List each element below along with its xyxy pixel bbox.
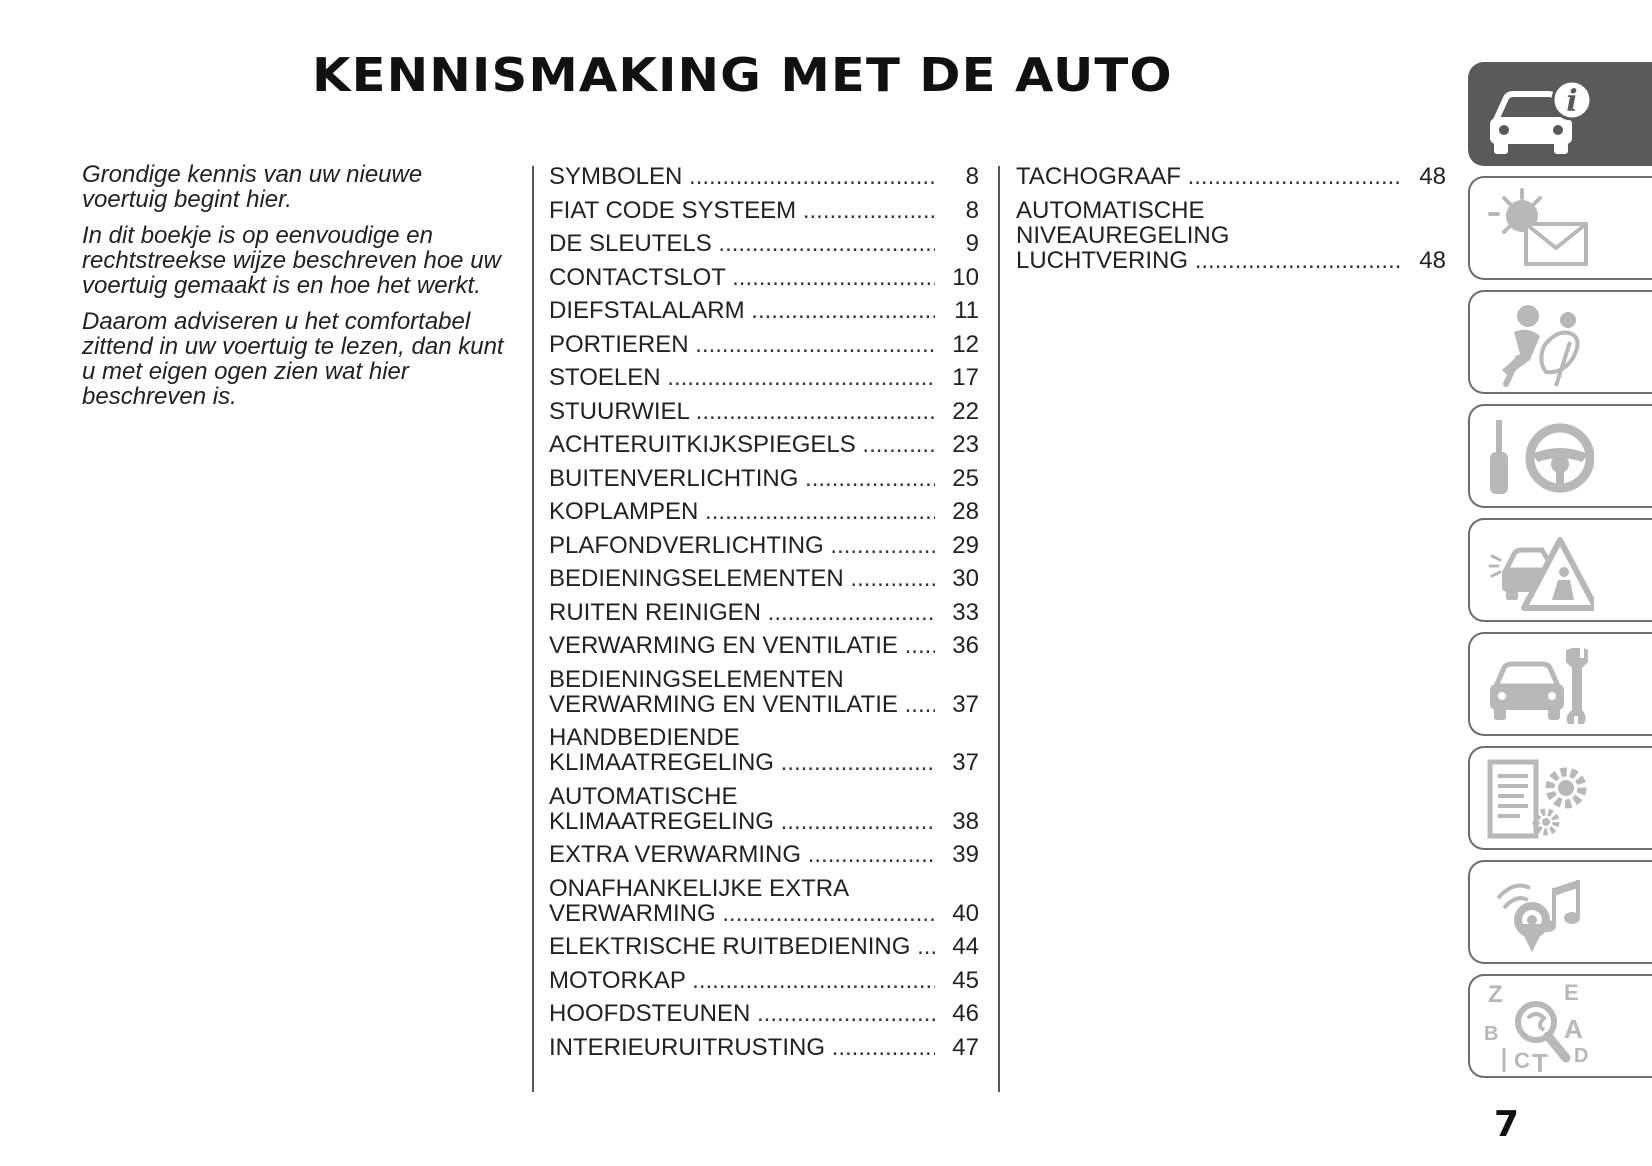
svg-text:T: T xyxy=(1532,1048,1548,1072)
toc-entry-page: 37 xyxy=(952,749,979,776)
toc-entry[interactable] xyxy=(1016,164,1446,189)
page-number: 7 xyxy=(1494,1104,1520,1145)
toc-entry-page: 39 xyxy=(952,841,979,868)
page-title: KENNISMAKING MET DE AUTO xyxy=(312,48,1173,102)
toc-entry[interactable] xyxy=(549,533,979,558)
table-of-contents-column-1 xyxy=(549,164,979,1068)
toc-entry-label-line: HANDBEDIENDE xyxy=(549,725,740,751)
toc-entry[interactable] xyxy=(549,600,979,625)
toc-entry-label: VERWARMING EN VENTILATIE ..... xyxy=(549,692,935,717)
toc-entry[interactable] xyxy=(549,265,979,290)
toc-entry-label: EXTRA VERWARMING ..... xyxy=(549,842,935,867)
toc-entry-page: 30 xyxy=(952,565,979,592)
toc-entry-page: 46 xyxy=(952,1000,979,1027)
svg-text:A: A xyxy=(1564,1014,1583,1044)
data-list-gears-icon xyxy=(1484,754,1594,844)
chapter-tab-emergency[interactable] xyxy=(1468,518,1652,622)
toc-entry-page: 8 xyxy=(965,163,979,190)
toc-entry-page: 9 xyxy=(965,230,979,257)
alphabetical-index-search-icon xyxy=(1484,982,1594,1072)
toc-entry-label-line: AUTOMATISCHE NIVEAUREGELING xyxy=(1016,197,1230,249)
toc-entry-page: 10 xyxy=(952,263,979,291)
toc-entry-page: 48 xyxy=(1419,246,1446,274)
toc-entry-page: 17 xyxy=(952,364,979,391)
toc-entry-label-line: BEDIENINGSELEMENTEN xyxy=(549,666,844,693)
toc-entry-label: BEDIENINGSELEMENTEN ..... xyxy=(549,566,935,591)
toc-entry-page: 23 xyxy=(952,431,979,458)
toc-entry-label: PLAFONDVERLICHTING ..... xyxy=(549,533,935,558)
chapter-tab-starting-driving[interactable] xyxy=(1468,404,1652,508)
chapter-tabs xyxy=(1468,0,1652,1166)
car-wrench-icon xyxy=(1484,640,1594,730)
toc-entry-page: 36 xyxy=(952,632,979,659)
toc-entry[interactable] xyxy=(549,566,979,591)
toc-entry-label: ELEKTRISCHE RUITBEDIENING ..... xyxy=(549,934,935,959)
toc-entry-page: 25 xyxy=(952,464,979,492)
intro-paragraph: In dit boekje is op eenvoudige en rechtstreekse wijze beschreven hoe uw voertuig gemaakt is en hoe het werkt. xyxy=(82,222,501,299)
toc-entry[interactable] xyxy=(549,876,979,926)
chapter-tab-maintenance[interactable] xyxy=(1468,632,1652,736)
chapter-tab-index[interactable] xyxy=(1468,974,1652,1078)
toc-entry-label: PORTIEREN ..... xyxy=(549,332,935,357)
toc-entry[interactable] xyxy=(549,164,979,189)
toc-entry[interactable] xyxy=(549,667,979,717)
table-of-contents-column-2 xyxy=(1016,164,1446,281)
toc-entry-label: FIAT CODE SYSTEEM ..... xyxy=(549,198,935,223)
car-warning-triangle-icon xyxy=(1484,526,1594,616)
toc-entry-label: INTERIEURUITRUSTING ..... xyxy=(549,1035,935,1060)
toc-entry-page: 47 xyxy=(952,1033,979,1061)
toc-entry-page: 29 xyxy=(952,531,979,559)
toc-entry-label: ACHTERUITKIJKSPIEGELS ..... xyxy=(549,432,935,457)
toc-entry[interactable] xyxy=(549,298,979,323)
svg-text:C: C xyxy=(1514,1048,1530,1072)
toc-entry[interactable] xyxy=(549,1001,979,1026)
toc-entry-label: RUITEN REINIGEN ..... xyxy=(549,600,935,625)
key-steering-wheel-icon xyxy=(1484,412,1594,502)
chapter-tab-technical-data[interactable] xyxy=(1468,746,1652,850)
toc-entry-page: 38 xyxy=(952,807,979,835)
toc-entry[interactable] xyxy=(549,842,979,867)
toc-entry[interactable] xyxy=(549,466,979,491)
toc-entry[interactable] xyxy=(549,784,979,834)
toc-entry-label: CONTACTSLOT ..... xyxy=(549,265,935,290)
toc-entry[interactable] xyxy=(549,399,979,424)
chapter-tab-safety[interactable] xyxy=(1468,290,1652,394)
svg-text:B: B xyxy=(1484,1023,1499,1045)
toc-entry-page: 40 xyxy=(952,899,979,927)
toc-entry[interactable] xyxy=(549,968,979,993)
car-info-icon xyxy=(1484,70,1594,160)
toc-entry-label: STOELEN ..... xyxy=(549,365,935,390)
toc-entry-label: HOOFDSTEUNEN ..... xyxy=(549,1001,935,1026)
toc-entry-label: BUITENVERLICHTING ..... xyxy=(549,466,935,491)
chapter-tab-multimedia[interactable] xyxy=(1468,860,1652,964)
toc-entry-page: 12 xyxy=(952,330,979,358)
toc-entry-label: SYMBOLEN ..... xyxy=(549,164,935,189)
toc-entry-page: 8 xyxy=(965,196,979,224)
toc-entry-page: 11 xyxy=(954,297,979,324)
toc-entry-label: VERWARMING ..... xyxy=(549,901,935,926)
svg-text:i: i xyxy=(1566,84,1578,119)
toc-entry[interactable] xyxy=(549,633,979,658)
toc-entry-label-line: ONAFHANKELIJKE EXTRA xyxy=(549,875,850,902)
toc-entry-page: 33 xyxy=(952,598,979,626)
toc-entry[interactable] xyxy=(549,332,979,357)
chapter-tab-dashboard[interactable] xyxy=(1468,176,1652,280)
svg-text:Z: Z xyxy=(1488,982,1503,1008)
toc-entry[interactable] xyxy=(549,231,979,256)
toc-entry-label: DIEFSTALALARM ..... xyxy=(549,298,935,323)
toc-entry-page: 22 xyxy=(952,397,979,425)
toc-entry-page: 48 xyxy=(1419,163,1446,190)
svg-text:E: E xyxy=(1564,982,1579,1005)
toc-entry[interactable] xyxy=(549,432,979,457)
toc-entry-page: 28 xyxy=(952,498,979,525)
toc-entry[interactable] xyxy=(549,934,979,959)
warning-light-message-icon xyxy=(1484,184,1594,274)
toc-entry[interactable] xyxy=(549,725,979,775)
toc-entry[interactable] xyxy=(549,365,979,390)
column-divider xyxy=(532,166,534,1092)
intro-paragraph: Daarom adviseren u het comfortabel zittend in uw voertuig te lezen, dan kunt u met eigen ogen zien wat hier beschreven is. xyxy=(82,308,504,410)
toc-entry[interactable] xyxy=(549,1035,979,1060)
multimedia-music-icon xyxy=(1484,868,1594,958)
intro-text xyxy=(82,162,512,420)
chapter-tab-car-info[interactable] xyxy=(1468,62,1652,166)
toc-entry[interactable] xyxy=(549,198,979,223)
toc-entry-label: DE SLEUTELS ..... xyxy=(549,231,935,256)
toc-entry-page: 45 xyxy=(952,966,979,994)
intro-paragraph: Grondige kennis van uw nieuwe voertuig begint hier. xyxy=(82,161,423,213)
toc-entry[interactable] xyxy=(549,499,979,524)
toc-entry-label: STUURWIEL ..... xyxy=(549,399,935,424)
toc-entry[interactable] xyxy=(1016,198,1446,273)
toc-entry-label: MOTORKAP ..... xyxy=(549,968,935,993)
svg-text:D: D xyxy=(1574,1045,1589,1067)
toc-entry-page: 44 xyxy=(952,933,979,960)
toc-entry-label: KLIMAATREGELING ..... xyxy=(549,809,935,834)
toc-entry-label: KOPLAMPEN ..... xyxy=(549,499,935,524)
toc-entry-label: VERWARMING EN VENTILATIE ..... xyxy=(549,633,935,658)
toc-entry-page: 37 xyxy=(952,690,979,718)
toc-entry-label: KLIMAATREGELING ..... xyxy=(549,750,935,775)
toc-entry-label: LUCHTVERING ..... xyxy=(1016,248,1402,273)
toc-entry-label: TACHOGRAAF ..... xyxy=(1016,164,1402,189)
column-divider xyxy=(998,166,1000,1092)
toc-entry-label-line: AUTOMATISCHE xyxy=(549,783,738,810)
passenger-airbag-icon xyxy=(1484,298,1594,388)
